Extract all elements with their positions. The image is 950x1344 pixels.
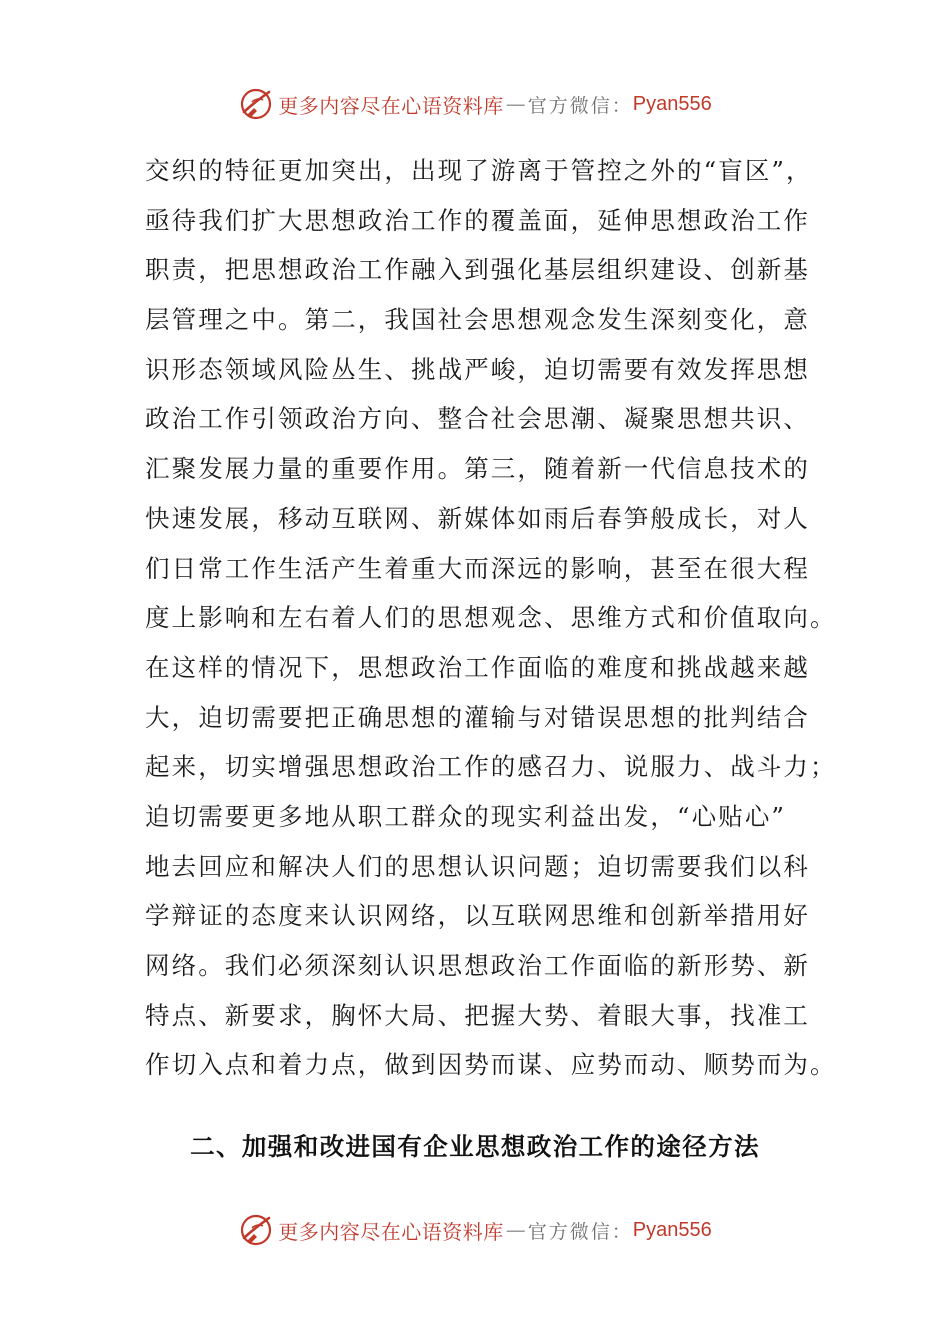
- footer-banner: [0, 1208, 950, 1252]
- text-line: 层管理之中。第二，我国社会思想观念发生深刻变化，意: [145, 305, 810, 335]
- section-heading: 二、加强和改进国有企业思想政治工作的途径方法: [190, 1132, 760, 1161]
- text-line: 大，迫切需要把正确思想的灌输与对错误思想的批判结合: [145, 702, 810, 732]
- text-line: 亟待我们扩大思想政治工作的覆盖面，延伸思想政治工作: [145, 205, 810, 235]
- text-line: 识形态领域风险丛生、挑战严峻，迫切需要有效发挥思想: [145, 354, 810, 384]
- banner-main-text: 更多内容尽在心语资料库: [278, 93, 504, 118]
- text-line: 迫切需要更多地从职工群众的现实利益出发，“心贴心”: [145, 801, 787, 831]
- text-line: 网络。我们必须深刻认识思想政治工作面临的新形势、新: [145, 951, 810, 980]
- text-line: 学辩证的态度来认识网络，以互联网思维和创新举措用好: [145, 901, 810, 931]
- text-line: 职责，把思想政治工作融入到强化基层组织建设、创新基: [145, 255, 810, 285]
- banner-wechat-id: Pyan556: [632, 92, 712, 115]
- banner-main-text: 更多内容尽在心语资料库: [278, 1219, 504, 1244]
- banner-wechat-id: Pyan556: [632, 1218, 712, 1241]
- text-line: 作切入点和着力点，做到因势而谋、应势而动、顺势而为。: [145, 1050, 837, 1080]
- text-line: 交织的特征更加突出，出现了游离于管控之外的“盲区”，: [145, 156, 813, 185]
- text-line: 起来，切实增强思想政治工作的感召力、说服力、战斗力；: [145, 752, 837, 782]
- header-banner: [0, 82, 950, 126]
- text-line: 快速发展，移动互联网、新媒体如雨后春笋般成长，对人: [145, 503, 810, 533]
- body-paragraph: [145, 146, 837, 1090]
- text-line: 政治工作引领政治方向、整合社会思潮、凝聚思想共识、: [145, 404, 810, 434]
- pen-logo-icon: [238, 1212, 274, 1248]
- banner-separator: —: [505, 92, 526, 116]
- banner-separator: —: [505, 1218, 526, 1242]
- text-line: 在这样的情况下，思想政治工作面临的难度和挑战越来越: [145, 652, 810, 682]
- text-line: 汇聚发展力量的重要作用。第三，随着新一代信息技术的: [145, 454, 810, 484]
- text-line: 地去回应和解决人们的思想认识问题；迫切需要我们以科: [145, 851, 810, 881]
- banner-wechat-label: 官方微信：: [527, 94, 633, 117]
- text-line: 特点、新要求，胸怀大局、把握大势、着眼大事，找准工: [145, 1000, 810, 1030]
- pen-logo-icon: [238, 86, 274, 122]
- text-line: 度上影响和左右着人们的思想观念、思维方式和价值取向。: [145, 603, 837, 633]
- text-line: 们日常工作生活产生着重大而深远的影响，甚至在很大程: [145, 553, 810, 583]
- banner-wechat-label: 官方微信：: [527, 1220, 633, 1243]
